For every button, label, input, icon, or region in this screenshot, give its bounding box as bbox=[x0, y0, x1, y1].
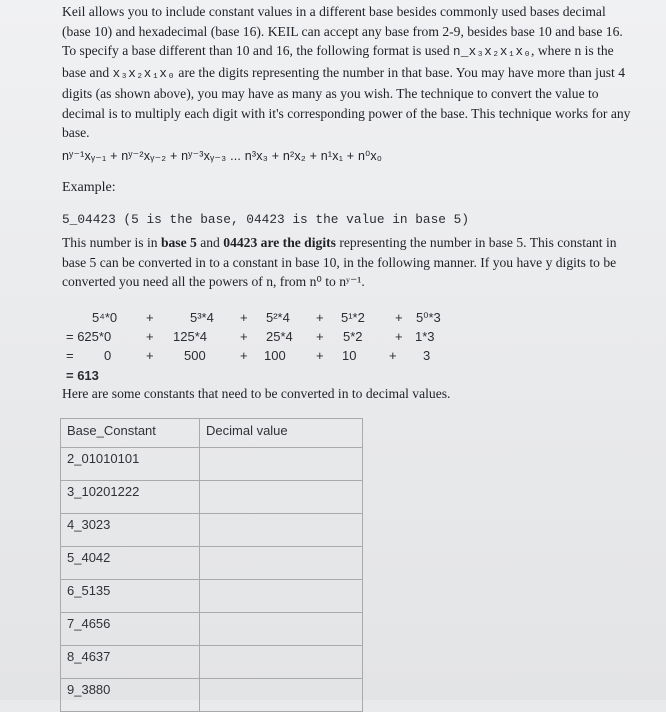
conversion-table bbox=[60, 418, 363, 712]
calc-r1-c3: 5²*4 bbox=[266, 310, 290, 325]
base-constant-cell bbox=[61, 547, 200, 580]
base-constant-value: 7_4656 bbox=[67, 616, 111, 631]
calc-r2-c3: 25*4 bbox=[266, 329, 293, 344]
example-paragraph bbox=[62, 233, 632, 292]
table-row bbox=[61, 547, 363, 580]
table-row bbox=[61, 448, 363, 481]
table-row bbox=[61, 580, 363, 613]
example-text-c: representing the number in base 5. This constant in base 5 can be converted in to a constant in base 10, in the following manner. If you have y digits to be converted you need all the powers of n, from n⁰ to nʸ⁻¹. bbox=[62, 235, 617, 289]
calc-r2-op1: + bbox=[146, 329, 154, 344]
calc-r1-op3: + bbox=[316, 310, 324, 325]
header-decimal-value: Decimal value bbox=[200, 419, 363, 448]
base-constant-cell bbox=[61, 679, 200, 712]
calc-r3-c2: 500 bbox=[184, 348, 206, 363]
calc-r2-op3: + bbox=[316, 329, 324, 344]
decimal-value-cell[interactable] bbox=[200, 613, 363, 646]
base-constant-cell bbox=[61, 613, 200, 646]
example-code-line: 5_04423 (5 is the base, 04423 is the value in base 5) bbox=[62, 212, 470, 227]
calc-r1-op1: + bbox=[146, 310, 154, 325]
example-text-a: This number is in bbox=[62, 235, 161, 250]
calc-r1-c5: 5⁰*3 bbox=[416, 310, 441, 325]
calc-r3-op4: + bbox=[389, 348, 397, 363]
base-constant-value: 9_3880 bbox=[67, 682, 111, 697]
calc-r1-op2: + bbox=[240, 310, 248, 325]
base-constant-value: 2_01010101 bbox=[67, 451, 140, 466]
digits-code: x₃x₂x₁x₀ bbox=[112, 66, 176, 81]
base-constant-value: 4_3023 bbox=[67, 517, 111, 532]
header-base-constant: Base_Constant bbox=[61, 419, 200, 448]
calc-r3-op1: + bbox=[146, 348, 154, 363]
calc-r3-c4: 10 bbox=[342, 348, 357, 363]
table-row bbox=[61, 679, 363, 712]
decimal-value-cell[interactable] bbox=[200, 679, 363, 712]
closing-paragraph: Here are some constants that need to be converted in to decimal values. bbox=[62, 386, 451, 401]
format-code: n_x₃x₂x₁x₀ bbox=[453, 45, 532, 59]
example-text-b: and bbox=[196, 235, 224, 250]
calc-r2-c4: 5*2 bbox=[343, 329, 363, 344]
decimal-value-cell[interactable] bbox=[200, 547, 363, 580]
calc-r2-c1: = 625*0 bbox=[66, 329, 112, 344]
calc-r1-c2: 5³*4 bbox=[190, 310, 214, 325]
intro-text-1: Keil allows you to include constant values in a different base besides commonly used bases decimal (base 10) and hexadecimal (base 16). KEIL can accept any base from 2-9, besides base 10 and base 16. To specify a base different than 10 and 16, the following format is used bbox=[62, 4, 623, 58]
example-bold-digits: 04423 are the digits bbox=[223, 235, 336, 250]
calc-result: = 613 bbox=[66, 368, 99, 383]
calc-r2-op4: + bbox=[395, 329, 403, 344]
calc-r3-op2: + bbox=[240, 348, 248, 363]
base-constant-cell bbox=[61, 448, 200, 481]
table-row bbox=[61, 613, 363, 646]
calc-r3-op3: + bbox=[316, 348, 324, 363]
base-constant-cell bbox=[61, 481, 200, 514]
intro-text-3: are the digits representing the number in that base. You may have more than just 4 digits (as shown above), you may have as many as you wish. The technique to convert the value to decimal is to multiply each digit with it's corresponding power of the base. This technique works for any base. bbox=[62, 64, 631, 140]
calc-r3-c3: 100 bbox=[264, 348, 286, 363]
base-constant-value: 3_10201222 bbox=[67, 484, 140, 499]
calc-r1-c4: 5¹*2 bbox=[341, 310, 365, 325]
base-constant-value: 8_4637 bbox=[67, 649, 111, 664]
base-constant-value: 5_4042 bbox=[67, 550, 111, 565]
table-row bbox=[61, 646, 363, 679]
calc-r1-op4: + bbox=[395, 310, 403, 325]
base-constant-value: 6_5135 bbox=[67, 583, 111, 598]
calc-r2-c5: 1*3 bbox=[415, 329, 435, 344]
base-constant-cell bbox=[61, 580, 200, 613]
calc-r3-eq: = bbox=[66, 348, 74, 363]
base-constant-cell bbox=[61, 514, 200, 547]
calc-r3-c5: 3 bbox=[423, 348, 431, 363]
calc-r3-c1: 0 bbox=[104, 348, 112, 363]
decimal-value-cell[interactable] bbox=[200, 481, 363, 514]
table-row bbox=[61, 514, 363, 547]
example-bold-base: base 5 bbox=[160, 235, 197, 250]
decimal-value-cell[interactable] bbox=[200, 448, 363, 481]
table-row bbox=[61, 481, 363, 514]
intro-paragraph bbox=[62, 2, 632, 143]
base-constant-cell bbox=[61, 646, 200, 679]
example-label: Example: bbox=[62, 180, 116, 195]
table-header-row bbox=[61, 419, 363, 448]
conversion-formula: nʸ⁻¹xᵧ₋₁ + nʸ⁻²xᵧ₋₂ + nʸ⁻³xᵧ₋₃ ... n³x₃ + n²x₂ + n¹x₁ + n⁰x₀ bbox=[62, 149, 383, 163]
calc-r2-op2: + bbox=[240, 329, 248, 344]
calc-r1-c1: 5⁴*0 bbox=[92, 310, 118, 325]
intro-text-2: , where n is the base and bbox=[62, 43, 614, 80]
decimal-value-cell[interactable] bbox=[200, 514, 363, 547]
decimal-value-cell[interactable] bbox=[200, 580, 363, 613]
decimal-value-cell[interactable] bbox=[200, 646, 363, 679]
calc-r2-c2: 125*4 bbox=[173, 329, 207, 344]
